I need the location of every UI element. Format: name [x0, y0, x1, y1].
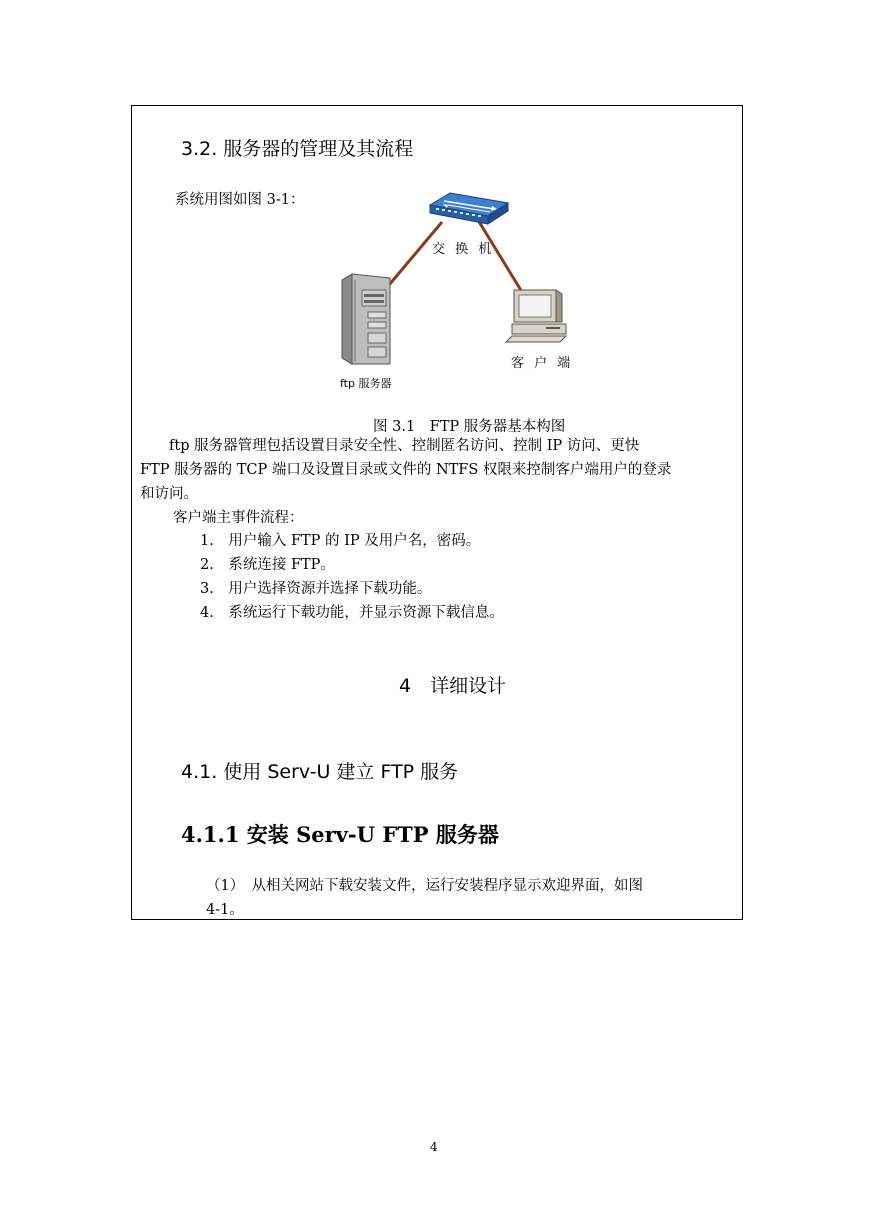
section-heading: 3.2. 服务器的管理及其流程: [181, 138, 414, 160]
paragraph-line: 4-1。: [206, 902, 244, 918]
paragraph-line: ftp 服务器管理包括设置目录安全性、控制匿名访问、控制 IP 访问、更快: [140, 438, 640, 454]
server-icon: [342, 274, 390, 364]
flow-title: 客户端主事件流程：: [173, 510, 304, 526]
server-label: ftp 服务器: [340, 377, 392, 390]
step-paragraph: [206, 874, 643, 922]
list-item: 3. 用户选择资源并选择下载功能。: [200, 581, 432, 597]
list-item: 4. 系统运行下载功能，并显示资源下载信息。: [200, 605, 504, 621]
paragraph-line: 和访问。: [140, 486, 198, 502]
flow-steps-list: [200, 529, 504, 625]
network-diagram: [0, 0, 869, 420]
figure-caption: 图 3.1 FTP 服务器基本构图: [373, 419, 566, 435]
list-item: 1. 用户输入 FTP 的 IP 及用户名，密码。: [200, 533, 481, 549]
subsubsection-heading: 4.1.1 安装 Serv-U FTP 服务器: [181, 822, 499, 847]
computer-icon: [506, 290, 566, 342]
paragraph-line: （1） 从相关网站下载安装文件，运行安装程序显示欢迎界面，如图: [206, 878, 643, 894]
body-paragraph: [140, 434, 671, 506]
page-number: 4: [430, 1140, 438, 1154]
list-item: 2. 系统连接 FTP。: [200, 557, 335, 573]
switch-label: 交 换 机: [432, 242, 495, 257]
switch-icon: [430, 193, 508, 224]
intro-line: 系统用图如图 3-1：: [175, 192, 305, 208]
client-label: 客 户 端: [511, 356, 574, 371]
paragraph-line: FTP 服务器的 TCP 端口及设置目录或文件的 NTFS 权限来控制客户端用户的登录: [140, 462, 672, 478]
subsection-heading: 4.1. 使用 Serv-U 建立 FTP 服务: [181, 761, 459, 783]
chapter-heading: 4 详细设计: [399, 675, 507, 697]
